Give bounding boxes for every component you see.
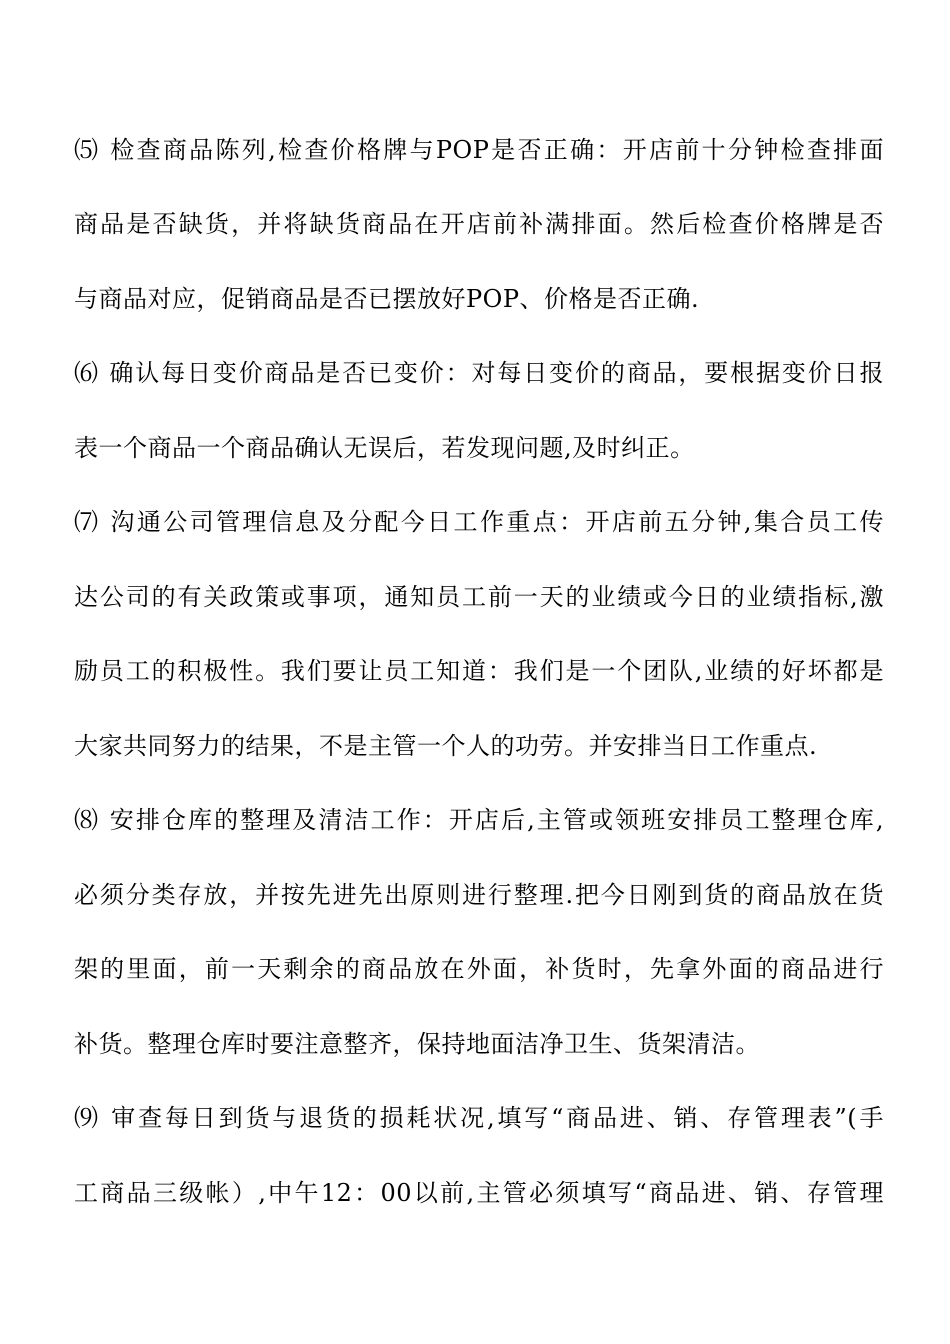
text-line-4: ⑹ 确认每日变价商品是否已变价：对每日变价的商品，要根据变价日报	[74, 359, 884, 387]
text-line-10: ⑻ 安排仓库的整理及清洁工作：开店后,主管或领班安排员工整理仓库,	[74, 806, 884, 834]
text-line-1: ⑸ 检查商品陈列,检查价格牌与POP是否正确：开店前十分钟检查排面	[74, 136, 884, 164]
text-line-8: 励员工的积极性。我们要让员工知道：我们是一个团队,业绩的好坏都是	[74, 657, 884, 685]
text-line-6: ⑺ 沟通公司管理信息及分配今日工作重点：开店前五分钟,集合员工传	[74, 508, 884, 536]
text-line-13: 补货。整理仓库时要注意整齐，保持地面洁净卫生、货架清洁。	[74, 1030, 760, 1058]
text-line-11: 必须分类存放，并按先进先出原则进行整理.把今日刚到货的商品放在货	[74, 881, 884, 909]
text-line-14: ⑼ 审查每日到货与退货的损耗状况,填写“商品进、销、存管理表”(手	[74, 1104, 884, 1132]
text-line-9: 大家共同努力的结果，不是主管一个人的功劳。并安排当日工作重点.	[74, 732, 818, 760]
text-line-7: 达公司的有关政策或事项，通知员工前一天的业绩或今日的业绩指标,激	[74, 583, 884, 611]
text-line-2: 商品是否缺货，并将缺货商品在开店前补满排面。然后检查价格牌是否	[74, 210, 884, 238]
text-line-12: 架的里面，前一天剩余的商品放在外面，补货时，先拿外面的商品进行	[74, 955, 884, 983]
text-line-3: 与商品对应，促销商品是否已摆放好POP、价格是否正确.	[74, 285, 700, 313]
text-line-15: 工商品三级帐）,中午12：00以前,主管必须填写“商品进、销、存管理	[74, 1179, 884, 1207]
text-line-5: 表一个商品一个商品确认无误后，若发现问题,及时纠正。	[74, 434, 695, 462]
